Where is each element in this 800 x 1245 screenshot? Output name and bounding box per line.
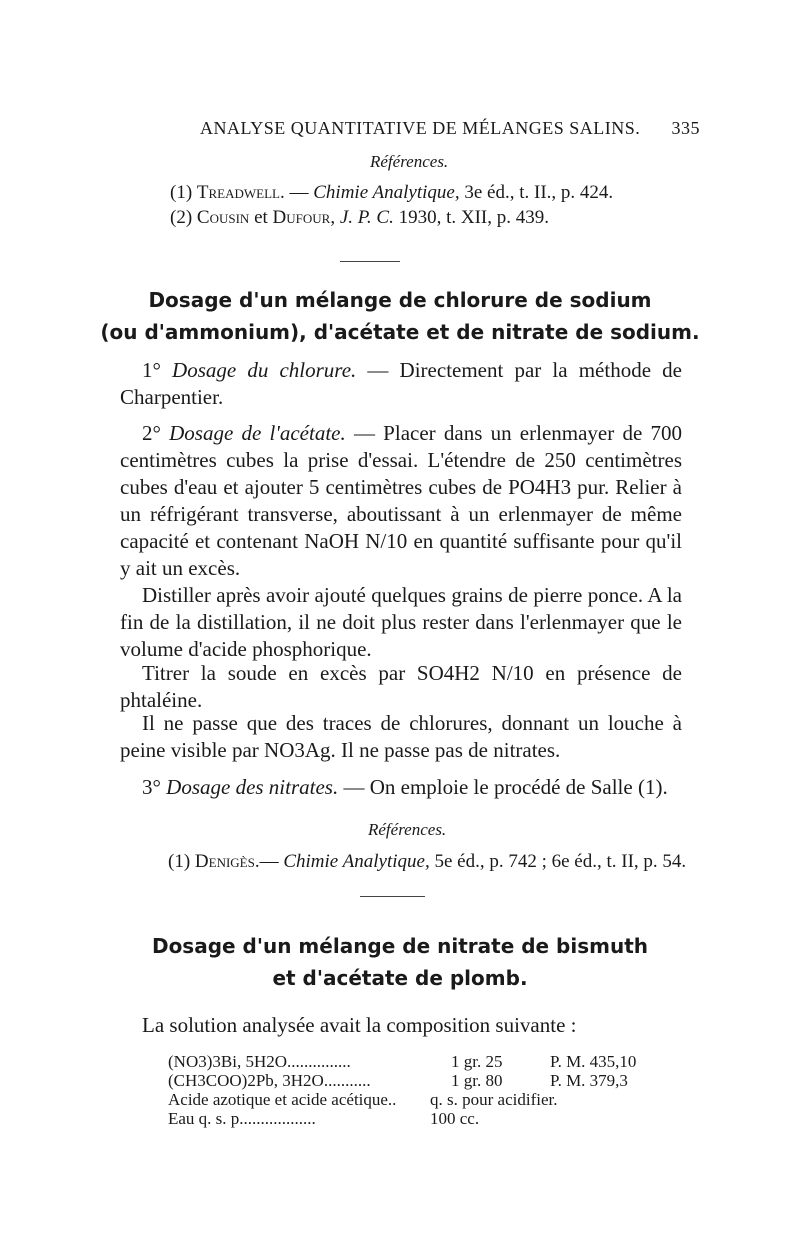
references-title: Références.: [368, 820, 447, 839]
table-row: Eau q. s. p.................. 100 cc.: [168, 1109, 480, 1128]
page-number: 335: [671, 118, 700, 138]
table-row: Acide azotique et acide acétique.. q. s. pour acidifier.: [168, 1090, 558, 1109]
running-title: ANALYSE QUANTITATIVE DE MÉLANGES SALINS.: [200, 118, 641, 138]
separator-rule: [360, 896, 425, 897]
reference-item: (2) Cousin et Dufour, J. P. C. 1930, t. XII, p. 439.: [170, 207, 549, 228]
paragraph: Il ne passe que des traces de chlorures, donnant un louche à peine visible par NO3Ag. Il ne passe pas de nitrates.: [120, 711, 682, 762]
separator-rule: [340, 261, 400, 262]
table-row: (CH3COO)2Pb, 3H2O........... 1 gr. 80 P. M. 379,3: [168, 1071, 628, 1090]
paragraph: Distiller après avoir ajouté quelques grains de pierre ponce. A la fin de la distillation, il ne doit plus rester dans l'erlenmayer que le volume d'acide phosphorique.: [120, 583, 682, 661]
references-title: Références.: [370, 152, 449, 171]
page-header: [200, 118, 720, 144]
composition-table: [168, 1052, 688, 1128]
table-row: (NO3)3Bi, 5H2O............... 1 gr. 25 P. M. 435,10: [168, 1052, 637, 1071]
paragraph: La solution analysée avait la composition suivante :: [142, 1013, 577, 1037]
section-heading: Dosage d'un mélange de nitrate de bismuth et d'acétate de plomb.: [151, 934, 649, 990]
paragraph: 3° Dosage des nitrates. — On emploie le procédé de Salle (1).: [142, 775, 668, 799]
paragraph: 1° Dosage du chlorure. — Directement par la méthode de Charpentier.: [120, 358, 682, 409]
paragraph: Titrer la soude en excès par SO4H2 N/10 en présence de phtaléine.: [120, 661, 682, 712]
reference-item: (1) Denigès.— Chimie Analytique, 5e éd., p. 742 ; 6e éd., t. II, p. 54.: [168, 851, 687, 872]
section-heading: Dosage d'un mélange de chlorure de sodium (ou d'ammonium), d'acétate et de nitrate de sodium.: [100, 288, 700, 344]
paragraph: 2° Dosage de l'acétate. — Placer dans un erlenmayer de 700 centimètres cubes la prise d'essai. L'étendre de 250 centimètres cubes d'eau et ajouter 5 centimètres cubes de PO4H3 pur. Relier à un réfrigérant transverse, aboutissant à un erlenmayer de même capacité et contenant NaOH N/10 en quantité suffisante pour qu'il y ait un excès.: [120, 421, 682, 580]
reference-item: (1) Treadwell. — Chimie Analytique, 3e éd., t. II., p. 424.: [170, 182, 614, 203]
